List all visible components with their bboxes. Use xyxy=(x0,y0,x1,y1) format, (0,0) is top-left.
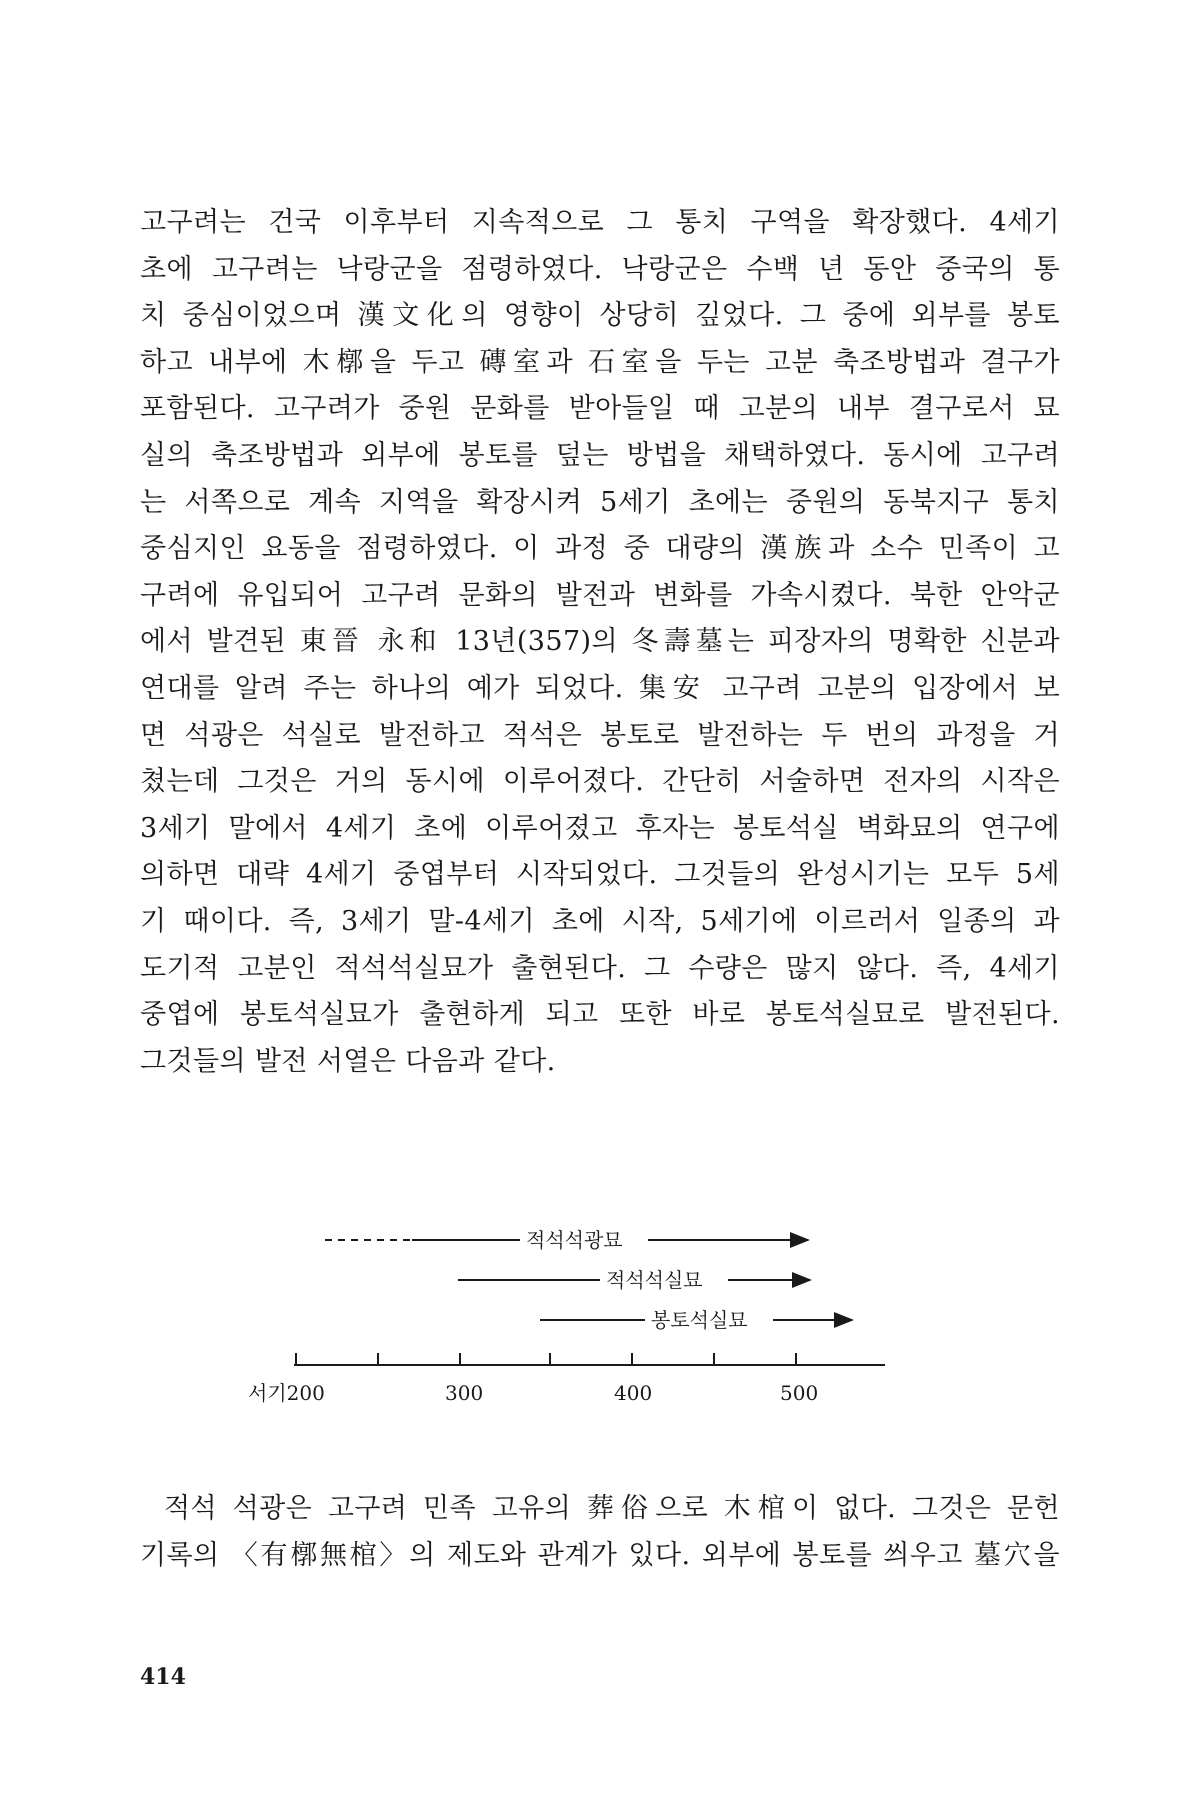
row3-label: 봉토석실묘 xyxy=(651,1308,748,1332)
text-line: 그것들의 발전 서열은 다음과 같다. xyxy=(140,1045,556,1077)
text-line: 치 중심이었으며 漢文化의 영향이 상당히 깊었다. 그 중에 외부를 봉토 xyxy=(140,300,1060,332)
tomb-development-timeline xyxy=(0,1210,1200,1410)
body-paragraph-2 xyxy=(140,1486,1060,1579)
row1-label: 적석석광묘 xyxy=(526,1228,623,1252)
text-line: 고구려는 건국 이후부터 지속적으로 그 통치 구역을 확장했다. 4세기 xyxy=(140,207,1060,238)
body-paragraph-1 xyxy=(140,200,1060,1085)
text-line: 의하면 대략 4세기 중엽부터 시작되었다. 그것들의 완성시기는 모두 5세 xyxy=(140,859,1060,891)
row2-label: 적석석실묘 xyxy=(606,1268,703,1292)
timeline-svg xyxy=(0,1210,1200,1410)
text-line: 는 서쪽으로 계속 지역을 확장시켜 5세기 초에는 중원의 동북지구 통치 xyxy=(140,486,1060,518)
axis-label-400: 400 xyxy=(614,1381,653,1405)
axis-label-200: 서기200 xyxy=(248,1381,325,1405)
text-line: 실의 축조방법과 외부에 봉토를 덮는 방법을 채택하였다. 동시에 고구려 xyxy=(140,439,1060,471)
text-line: 적석 석광은 고구려 민족 고유의 葬俗으로 木棺이 없다. 그것은 문헌 xyxy=(164,1493,1060,1524)
text-line: 에서 발견된 東晉 永和 13년(357)의 冬壽墓는 피장자의 명확한 신분과 xyxy=(140,626,1060,658)
text-line: 면 석광은 석실로 발전하고 적석은 봉토로 발전하는 두 번의 과정을 거 xyxy=(140,719,1060,751)
text-line: 기록의 〈有槨無棺〉의 제도와 관계가 있다. 외부에 봉토를 씌우고 墓穴을 xyxy=(140,1539,1060,1571)
text-line: 하고 내부에 木槨을 두고 磚室과 石室을 두는 고분 축조방법과 결구가 xyxy=(140,346,1060,378)
page-number: 414 xyxy=(140,1664,186,1690)
text-line: 도기적 고분인 적석석실묘가 출현된다. 그 수량은 많지 않다. 즉, 4세기 xyxy=(140,952,1060,984)
axis-label-500: 500 xyxy=(780,1381,819,1405)
text-line: 구려에 유입되어 고구려 문화의 발전과 변화를 가속시켰다. 북한 안악군 xyxy=(140,579,1060,611)
text-line: 포함된다. 고구려가 중원 문화를 받아들일 때 고분의 내부 결구로서 묘 xyxy=(140,393,1060,425)
text-line: 초에 고구려는 낙랑군을 점령하였다. 낙랑군은 수백 년 동안 중국의 통 xyxy=(140,253,1060,285)
text-line: 중심지인 요동을 점령하였다. 이 과정 중 대량의 漢族과 소수 민족이 고 xyxy=(140,533,1060,565)
text-line: 3세기 말에서 4세기 초에 이루어졌고 후자는 봉토석실 벽화묘의 연구에 xyxy=(140,812,1060,844)
text-line: 연대를 알려 주는 하나의 예가 되었다. 集安 고구려 고분의 입장에서 보 xyxy=(140,672,1060,704)
axis-label-300: 300 xyxy=(445,1381,484,1405)
text-line: 기 때이다. 즉, 3세기 말-4세기 초에 시작, 5세기에 이르러서 일종의 과 xyxy=(140,905,1060,937)
text-line: 쳤는데 그것은 거의 동시에 이루어졌다. 간단히 서술하면 전자의 시작은 xyxy=(140,766,1060,798)
text-line: 중엽에 봉토석실묘가 출현하게 되고 또한 바로 봉토석실묘로 발전된다. xyxy=(140,999,1060,1031)
